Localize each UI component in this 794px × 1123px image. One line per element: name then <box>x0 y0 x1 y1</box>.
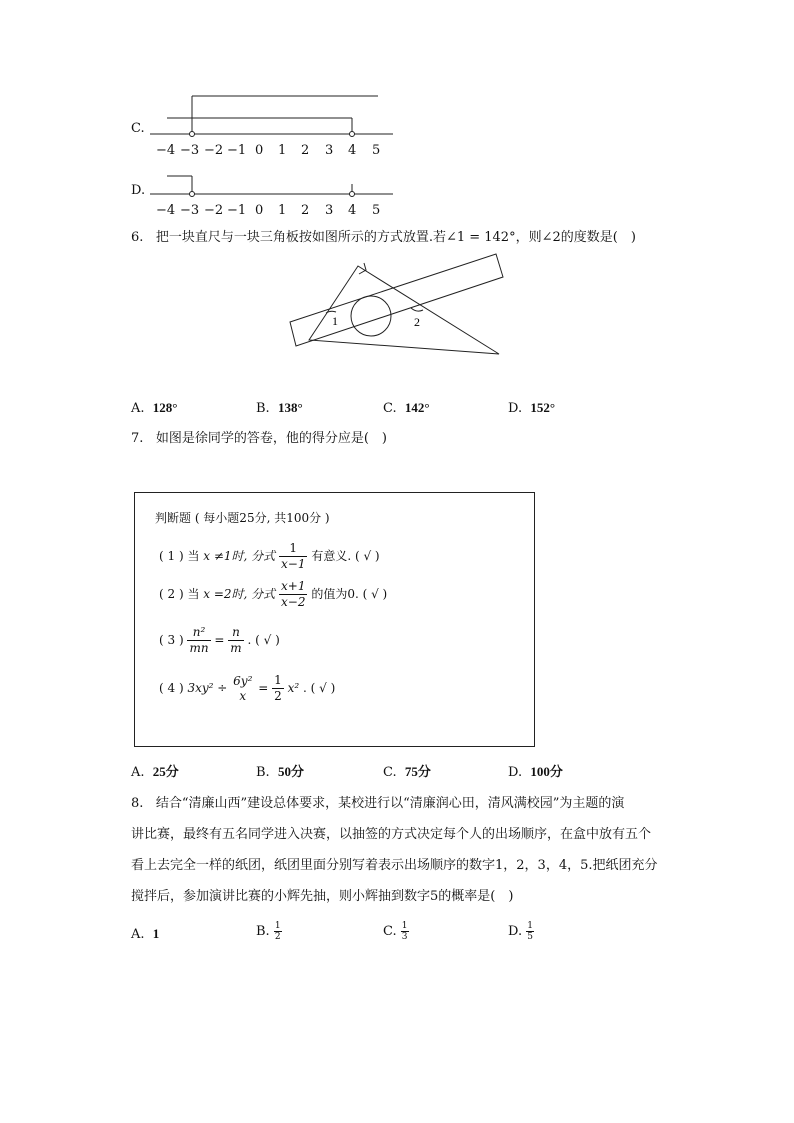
numerator: 1 <box>279 541 307 557</box>
item-prefix: ( 1 ) 当 <box>159 549 200 563</box>
denominator: 5 <box>527 932 533 942</box>
tick-label: −2 <box>204 143 224 158</box>
numerator: x+1 <box>281 579 306 593</box>
q8-option-d[interactable] <box>508 921 534 942</box>
number-line-d <box>150 168 400 202</box>
option-label: A. <box>131 927 145 942</box>
option-value: 50分 <box>277 764 304 779</box>
item-condition: x ≠1时, 分式 <box>203 549 276 563</box>
question-text: 把一块直尺与一块三角板按如图所示的方式放置.若∠1 = 142°，则∠2的度数是( ) <box>155 230 636 245</box>
option-value: 142° <box>404 400 430 415</box>
option-value: 75分 <box>404 764 431 779</box>
question-text-line-4: 搅拌后，参加演讲比赛的小辉先抽，则小辉抽到数字5的概率是( ) <box>131 889 514 904</box>
option-label: B. <box>256 924 270 939</box>
option-value: 128° <box>152 400 178 415</box>
tick-label: 3 <box>325 143 334 158</box>
option-label: D. <box>508 401 523 416</box>
tick-label: −4 <box>156 203 176 218</box>
tick-label: −3 <box>180 143 200 158</box>
fraction <box>526 921 534 942</box>
tick-label: 5 <box>372 143 381 158</box>
question-6 <box>131 229 636 247</box>
tick-label: 4 <box>348 143 357 158</box>
option-label: A. <box>131 765 145 780</box>
item-term: x² <box>287 681 300 695</box>
tick-label: 4 <box>348 203 357 218</box>
option-label: C. <box>383 765 397 780</box>
item-prefix: ( 4 ) <box>159 681 184 695</box>
judgement-item-2 <box>159 579 387 610</box>
fraction <box>401 921 409 942</box>
answer-sheet-box <box>134 492 535 747</box>
numerator: n <box>228 625 243 641</box>
item-condition: x =2时, 分式 <box>203 587 276 601</box>
tick-label: 1 <box>278 143 287 158</box>
denominator: 2 <box>274 932 281 942</box>
denominator: x <box>239 688 247 703</box>
answer-sheet-title: 判断题 ( 每小题25分, 共100分 ) <box>155 511 330 525</box>
tick-label: 3 <box>325 203 334 218</box>
denominator: 3 <box>401 932 408 942</box>
question-8 <box>131 795 624 813</box>
fraction <box>279 579 307 610</box>
tick-label: 5 <box>372 203 381 218</box>
q8-option-b[interactable] <box>256 921 282 942</box>
tick-label: 0 <box>255 203 264 218</box>
question-number: 8. <box>131 796 144 811</box>
item-prefix: ( 3 ) <box>159 633 184 647</box>
item-suffix: 的值为0. ( √ ) <box>311 587 388 601</box>
fraction <box>274 921 282 942</box>
q6-option-b[interactable] <box>256 399 303 418</box>
item-prefix: ( 2 ) 当 <box>159 587 200 601</box>
question-text-line-1: 结合“清廉山西”建设总体要求，某校进行以“清廉润心田，清风满校园”为主题的演 <box>155 796 625 811</box>
tick-label: 2 <box>301 143 310 158</box>
fraction <box>279 541 307 572</box>
equals-sign: = <box>214 633 225 647</box>
angle-2-label: 2 <box>414 315 420 329</box>
numerator: 1 <box>274 673 282 687</box>
numerator: n² <box>187 625 210 641</box>
question-text: 如图是徐同学的答卷，他的得分应是( ) <box>155 431 387 446</box>
tick-label: 0 <box>255 143 264 158</box>
fraction <box>231 674 254 704</box>
fraction <box>187 625 210 656</box>
q7-option-a[interactable] <box>131 763 179 782</box>
q7-option-c[interactable] <box>383 763 431 782</box>
option-label: B. <box>256 765 270 780</box>
tick-label: 1 <box>278 203 287 218</box>
numerator: 1 <box>527 921 533 931</box>
tick-label: 2 <box>301 203 310 218</box>
denominator: x−2 <box>281 595 306 609</box>
judgement-item-1 <box>159 541 380 572</box>
denominator: m <box>230 641 242 655</box>
q8-option-a[interactable] <box>131 925 159 944</box>
numerator: 6y² <box>233 673 253 688</box>
tick-label: −1 <box>227 143 247 158</box>
option-value: 138° <box>277 400 303 415</box>
tick-label: −1 <box>227 203 247 218</box>
q6-option-d[interactable] <box>508 399 555 418</box>
option-value: 25分 <box>152 764 179 779</box>
q7-option-d[interactable] <box>508 763 563 782</box>
q6-option-a[interactable] <box>131 399 178 418</box>
option-label: C. <box>383 401 397 416</box>
option-label: B. <box>256 401 270 416</box>
question-number: 7. <box>131 431 144 446</box>
q8-option-c[interactable] <box>383 921 409 942</box>
q6-option-c[interactable] <box>383 399 430 418</box>
ruler-triangle-figure <box>280 250 510 360</box>
tick-label: −2 <box>204 203 224 218</box>
question-7 <box>131 430 387 448</box>
tick-label: −4 <box>156 143 176 158</box>
denominator: x−1 <box>281 557 306 571</box>
denominator: 2 <box>274 689 282 703</box>
numerator: 1 <box>401 921 408 931</box>
item-suffix: . ( √ ) <box>247 633 280 647</box>
denominator: mn <box>189 641 209 655</box>
equals-sign: = <box>258 681 269 695</box>
option-value: 100分 <box>530 764 563 779</box>
option-d-label: D. <box>131 183 146 198</box>
option-c-label: C. <box>131 121 145 136</box>
option-label: D. <box>508 765 523 780</box>
item-suffix: . ( √ ) <box>303 681 336 695</box>
fraction <box>228 625 243 656</box>
option-label: A. <box>131 401 145 416</box>
item-suffix: 有意义. ( √ ) <box>311 549 380 563</box>
tick-label: −3 <box>180 203 200 218</box>
option-value: 1 <box>152 926 160 941</box>
angle-1-label: 1 <box>332 314 338 328</box>
judgement-item-4 <box>159 673 335 704</box>
option-label: C. <box>383 924 397 939</box>
question-text-line-2: 讲比赛，最终有五名同学进入决赛，以抽签的方式决定每个人的出场顺序，在盒中放有五个 <box>131 827 652 842</box>
judgement-item-3 <box>159 625 280 656</box>
question-text-line-3: 看上去完全一样的纸团，纸团里面分别写着表示出场顺序的数字1，2，3，4，5.把纸团充分 <box>131 858 658 873</box>
numerator: 1 <box>274 921 281 931</box>
q7-option-b[interactable] <box>256 763 304 782</box>
option-label: D. <box>508 924 523 939</box>
option-value: 152° <box>530 400 556 415</box>
question-number: 6. <box>131 230 144 245</box>
item-term: 3xy² ÷ <box>187 681 228 695</box>
fraction <box>272 673 284 704</box>
